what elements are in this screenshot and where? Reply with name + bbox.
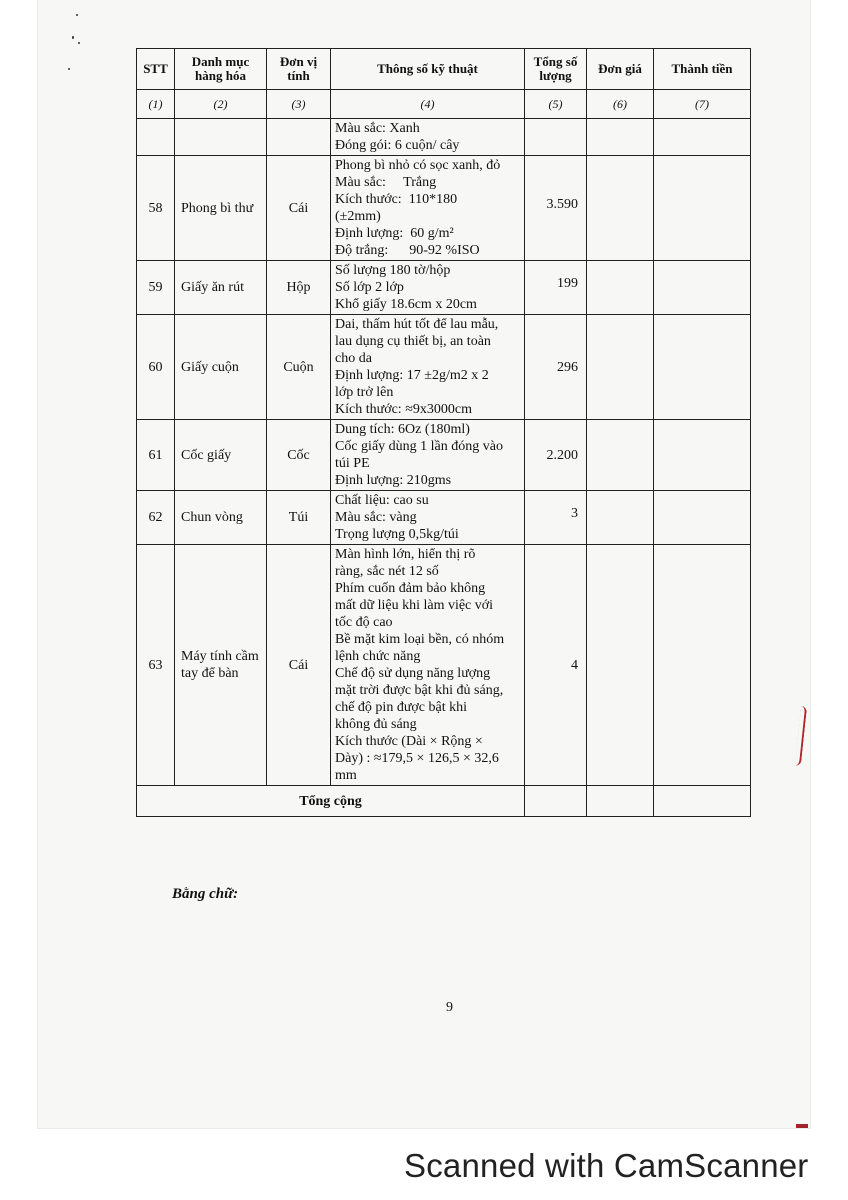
spec-line: Kích thước: 110*180 <box>335 192 458 207</box>
table-row-continuation <box>137 119 751 156</box>
pen-mark <box>795 706 807 766</box>
spec-line: Phím cuốn đảm bảo không <box>335 581 486 596</box>
qty-cell: 3.590 <box>525 156 587 261</box>
spec-cell <box>331 420 525 491</box>
name-line: Máy tính cầm <box>181 649 259 664</box>
unit-price-cell <box>587 545 654 786</box>
unit-price-cell <box>587 491 654 545</box>
name-cell <box>175 315 267 420</box>
spec-line: Độ trắng: 90-92 %ISO <box>335 243 480 258</box>
amount-cell <box>654 261 751 315</box>
total-qty-cell <box>525 786 587 817</box>
column-number: (5) <box>525 90 587 119</box>
name-line: Phong bì thư <box>181 200 254 216</box>
spec-cell <box>331 156 525 261</box>
amount-cell <box>654 119 751 156</box>
spec-line: Dung tích: 6Oz (180ml) <box>335 422 470 437</box>
spec-line: Chất liệu: cao su <box>335 493 429 508</box>
spec-line: Màn hình lớn, hiển thị rõ <box>335 547 476 562</box>
spec-line: không đủ sáng <box>335 717 417 732</box>
spec-line: Kích thước: ≈9x3000cm <box>335 402 472 417</box>
table-row <box>137 261 751 315</box>
qty-cell: 199 <box>525 261 587 315</box>
total-row <box>137 786 751 817</box>
spec-line: Dai, thấm hút tốt để lau mẫu, <box>335 317 499 332</box>
spec-line: Định lượng: 17 ±2g/m2 x 2 <box>335 368 489 383</box>
spec-line: Chế độ sử dụng năng lượng <box>335 666 491 681</box>
spec-line: tốc độ cao <box>335 615 393 630</box>
spec-line: Trọng lượng 0,5kg/túi <box>335 527 459 542</box>
header-unit <box>267 49 331 90</box>
table-row <box>137 315 751 420</box>
unit-cell: Cuộn <box>267 315 331 420</box>
stt-cell: 58 <box>137 156 175 261</box>
stt-cell: 61 <box>137 420 175 491</box>
qty-cell: 3 <box>525 491 587 545</box>
name-line: Cốc giấy <box>181 447 232 463</box>
total-unit-price-cell <box>587 786 654 817</box>
unit-cell <box>267 119 331 156</box>
spec-line: Phong bì nhỏ có sọc xanh, đỏ <box>335 158 501 173</box>
qty-cell: 296 <box>525 315 587 420</box>
header-category-line: hàng hóa <box>195 68 246 83</box>
spec-cell <box>331 545 525 786</box>
spec-line: Định lượng: 60 g/m² <box>335 226 454 241</box>
header-category-line: Danh mục <box>191 54 250 69</box>
amount-cell <box>654 420 751 491</box>
name-cell <box>175 491 267 545</box>
spec-line: ràng, sắc nét 12 số <box>335 564 439 579</box>
spec-line: Số lớp 2 lớp <box>335 280 404 295</box>
amount-cell <box>654 491 751 545</box>
spec-line: lệnh chức năng <box>335 649 421 664</box>
spec-line: chế độ pin được bật khi <box>335 700 468 715</box>
spec-cell <box>331 491 525 545</box>
column-number: (2) <box>175 90 267 119</box>
header-unit-line: tính <box>287 68 310 83</box>
total-label: Tổng cộng <box>137 786 525 817</box>
spec-cell <box>331 261 525 315</box>
goods-table <box>136 48 751 817</box>
table-row <box>137 491 751 545</box>
spec-line: mặt trời được bật khi đủ sáng, <box>335 683 504 698</box>
header-total-qty-line: lượng <box>539 68 572 83</box>
spec-line: mm <box>335 768 357 783</box>
header-unit-line: Đơn vị <box>279 54 318 69</box>
name-line: tay để bàn <box>181 666 239 681</box>
unit-price-cell <box>587 156 654 261</box>
spec-line: lau dụng cụ thiết bị, an toàn <box>335 334 491 349</box>
page-number: 9 <box>446 1000 453 1015</box>
table-row <box>137 545 751 786</box>
spec-line: (±2mm) <box>335 209 381 224</box>
unit-cell: Cốc <box>267 420 331 491</box>
unit-price-cell <box>587 119 654 156</box>
spec-line: lớp trở lên <box>335 385 394 400</box>
name-cell <box>175 545 267 786</box>
name-line: Giấy ăn rút <box>181 280 244 295</box>
spec-line: Dày) : ≈179,5 × 126,5 × 32,6 <box>335 751 499 766</box>
stt-cell <box>137 119 175 156</box>
stt-cell: 59 <box>137 261 175 315</box>
spec-line: Khổ giấy 18.6cm x 20cm <box>335 297 477 312</box>
unit-price-cell <box>587 315 654 420</box>
amount-cell <box>654 315 751 420</box>
spec-line: Bề mặt kim loại bền, có nhóm <box>335 632 505 647</box>
spec-cell <box>331 315 525 420</box>
name-cell <box>175 119 267 156</box>
scan-speck <box>76 14 78 16</box>
table-row <box>137 156 751 261</box>
column-number-row <box>137 90 751 119</box>
total-amount-cell <box>654 786 751 817</box>
scan-speck <box>68 68 70 70</box>
spec-cell <box>331 119 525 156</box>
column-number: (7) <box>654 90 751 119</box>
spec-line: Màu sắc: Xanh <box>335 121 420 136</box>
header-total-qty <box>525 49 587 90</box>
name-cell <box>175 420 267 491</box>
spec-line: cho da <box>335 351 372 366</box>
amount-in-words-label: Bằng chữ: <box>172 886 239 902</box>
qty-cell: 2.200 <box>525 420 587 491</box>
header-row <box>137 49 751 90</box>
spec-line: Định lượng: 210gms <box>335 473 452 488</box>
header-amount: Thành tiền <box>654 49 751 90</box>
amount-cell <box>654 156 751 261</box>
name-line: Chun vòng <box>181 510 243 525</box>
spec-line: Màu sắc: vàng <box>335 510 417 525</box>
unit-price-cell <box>587 261 654 315</box>
spec-line: mất dữ liệu khi làm việc với <box>335 598 494 613</box>
name-line: Giấy cuộn <box>181 359 239 375</box>
table-row <box>137 420 751 491</box>
scanner-watermark: Scanned with CamScanner <box>404 1147 809 1184</box>
pen-mark <box>796 1124 808 1128</box>
amount-cell <box>654 545 751 786</box>
unit-price-cell <box>587 420 654 491</box>
column-number: (6) <box>587 90 654 119</box>
stt-cell: 60 <box>137 315 175 420</box>
spec-line: Kích thước (Dài × Rộng × <box>335 734 483 749</box>
header-unit-price: Đơn giá <box>587 49 654 90</box>
unit-cell: Túi <box>267 491 331 545</box>
header-spec: Thông số kỹ thuật <box>331 49 525 90</box>
unit-cell: Cái <box>267 545 331 786</box>
spec-line: Số lượng 180 tờ/hộp <box>335 263 451 278</box>
spec-line: túi PE <box>335 456 370 471</box>
spec-line: Màu sắc: Trắng <box>335 175 437 190</box>
scan-speck <box>78 42 80 44</box>
spec-line: Cốc giấy dùng 1 lần đóng vào <box>335 439 503 454</box>
spec-line: Đóng gói: 6 cuộn/ cây <box>335 138 460 153</box>
column-number: (4) <box>331 90 525 119</box>
header-total-qty-line: Tổng số <box>533 54 578 69</box>
stt-cell: 63 <box>137 545 175 786</box>
unit-cell: Cái <box>267 156 331 261</box>
unit-cell: Hộp <box>267 261 331 315</box>
name-cell <box>175 156 267 261</box>
column-number: (1) <box>137 90 175 119</box>
header-stt: STT <box>137 49 175 90</box>
column-number: (3) <box>267 90 331 119</box>
qty-cell <box>525 119 587 156</box>
header-category <box>175 49 267 90</box>
stt-cell: 62 <box>137 491 175 545</box>
name-cell <box>175 261 267 315</box>
qty-cell: 4 <box>525 545 587 786</box>
scan-speck <box>72 36 74 39</box>
